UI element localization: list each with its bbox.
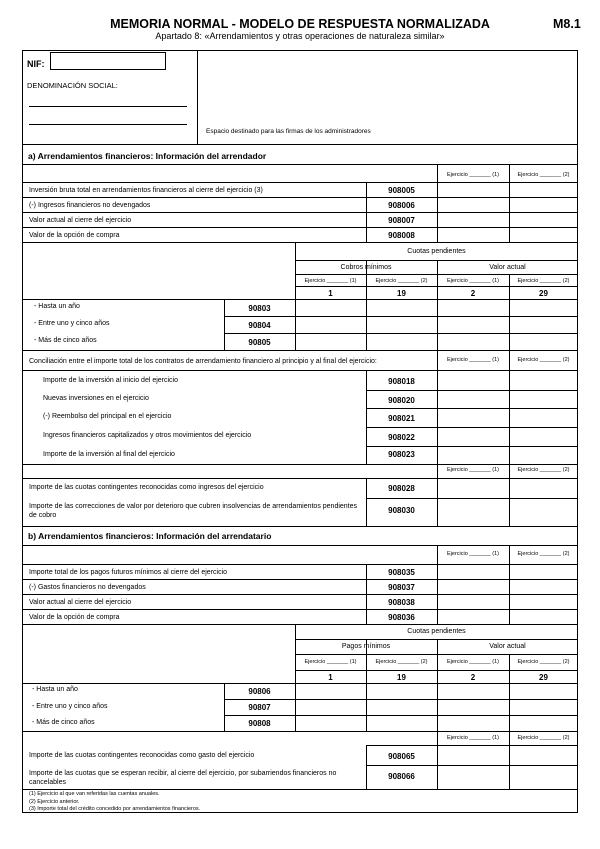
row-line	[22, 242, 578, 243]
form-code: M8.1	[553, 17, 581, 31]
denominacion-line-1[interactable]	[29, 106, 187, 107]
col-number: 29	[539, 289, 548, 298]
row-code: 908028	[388, 484, 415, 493]
col-header-ej2: Ejercicio _______ (2)	[517, 551, 570, 557]
row-code: 908018	[388, 377, 415, 386]
row-line	[22, 227, 578, 228]
col-header-ej1: Ejercicio _______ (1)	[447, 278, 499, 284]
row-line	[224, 316, 578, 317]
row-line	[22, 212, 578, 213]
col-header-ej1: Ejercicio _______ (1)	[447, 357, 499, 363]
denominacion-label: DENOMINACIÓN SOCIAL:	[27, 81, 118, 90]
row-line	[366, 390, 578, 391]
col-number: 2	[470, 289, 476, 298]
plazo-code: 90805	[248, 338, 271, 347]
cobros-minimos-header: Cobros mínimos	[340, 264, 392, 271]
divider	[22, 164, 578, 165]
divider	[295, 670, 578, 671]
row-code: 908006	[388, 201, 415, 210]
row-line	[366, 765, 578, 766]
row-code: 908022	[388, 433, 415, 442]
row-code: 908020	[388, 396, 415, 405]
col-header-ej2: Ejercicio _______ (2)	[517, 172, 570, 178]
page-title: MEMORIA NORMAL - MODELO DE RESPUESTA NORMALIZADA	[110, 17, 490, 31]
plazo-label: - Entre uno y cinco años	[32, 703, 108, 710]
plazo-label: - Más de cinco años	[32, 719, 95, 726]
col-header-ej1: Ejercicio _______ (1)	[447, 467, 499, 473]
row-line	[366, 408, 578, 409]
col-number: 1	[328, 673, 333, 682]
row-code: 908021	[388, 414, 415, 423]
divider	[22, 350, 578, 351]
row-code: 908038	[388, 598, 415, 607]
signature-note: Espacio destinado para las firmas de los administradores	[206, 128, 371, 135]
section-b-title: b) Arrendamientos financieros: Información del arrendatario	[28, 531, 272, 541]
col-number: 1	[328, 289, 333, 298]
divider	[295, 654, 578, 655]
row-code: 908065	[388, 752, 415, 761]
plazo-code: 90807	[248, 703, 271, 712]
row-line	[22, 197, 578, 198]
row-label: Importe total de los pagos futuros mínimos al cierre del ejercicio	[29, 569, 228, 576]
plazo-label: - Hasta un año	[32, 686, 78, 693]
row-line	[224, 333, 578, 334]
col-header-ej2: Ejercicio _______ (2)	[517, 735, 570, 741]
col-header-ej1: Ejercicio _______ (1)	[304, 659, 357, 665]
conciliacion-row-label: Nuevas inversiones en el ejercicio	[43, 395, 149, 402]
col-header-ej1: Ejercicio _______ (1)	[304, 278, 357, 284]
col-header-ej2: Ejercicio _______ (2)	[375, 278, 428, 284]
row-code: 908030	[388, 506, 415, 515]
cuota-label: Importe de las cuotas contingentes reconocidas como gasto del ejercicio	[29, 752, 255, 759]
row-line	[22, 594, 578, 595]
row-code: 908066	[388, 772, 415, 781]
divider	[22, 789, 578, 790]
plazo-code: 90806	[248, 687, 271, 696]
valor-actual-header: Valor actual	[489, 643, 526, 650]
col-header-ej1: Ejercicio _______ (1)	[447, 659, 499, 665]
row-code: 908005	[388, 186, 415, 195]
col-header-ej2: Ejercicio _______ (2)	[517, 467, 570, 473]
valor-actual-header: Valor actual	[489, 264, 526, 271]
nif-label: NIF:	[27, 59, 45, 69]
row-code: 908008	[388, 231, 415, 240]
col-header-ej2: Ejercicio _______ (2)	[375, 659, 428, 665]
col-number: 19	[397, 289, 406, 298]
plazo-label: - Hasta un año	[34, 303, 80, 310]
divider	[22, 731, 578, 732]
row-label: Valor de la opción de compra	[29, 614, 120, 621]
pagos-minimos-header: Pagos mínimos	[341, 643, 391, 650]
plazo-label: - Más de cinco años	[34, 337, 97, 344]
plazo-code: 90803	[248, 304, 271, 313]
divider	[22, 526, 578, 527]
col-line	[509, 654, 510, 731]
col-header-ej2: Ejercicio _______ (2)	[517, 357, 570, 363]
denominacion-line-2[interactable]	[29, 124, 187, 125]
row-line	[366, 498, 578, 499]
divider	[22, 370, 578, 371]
row-label: (-) Gastos financieros no devengados	[29, 584, 146, 591]
row-line	[224, 699, 578, 700]
identity-divider	[197, 50, 198, 144]
divider	[366, 745, 578, 746]
plazo-code: 90808	[248, 719, 271, 728]
row-line	[366, 427, 578, 428]
page-subtitle: Apartado 8: «Arrendamientos y otras operaciones de naturaleza similar»	[155, 31, 445, 41]
cuota-label: Importe de las correcciones de valor por deterioro que cubren insolvencias de arrendamientos pendientes de cobro	[29, 503, 358, 519]
col-number: 2	[470, 673, 476, 682]
divider	[22, 545, 578, 546]
divider	[295, 260, 578, 261]
row-line	[22, 579, 578, 580]
row-code: 908023	[388, 450, 415, 459]
row-line	[22, 609, 578, 610]
col-number: 29	[539, 673, 548, 682]
col-header-ej1: Ejercicio _______ (1)	[447, 172, 499, 178]
row-code: 908036	[388, 613, 415, 622]
divider	[295, 274, 578, 275]
footnote: (2) Ejercicio anterior.	[29, 798, 80, 805]
row-label: Valor actual al cierre del ejercicio	[29, 599, 132, 606]
footnote: (1) Ejercicio al que van referidas las cuentas anuales.	[29, 791, 160, 797]
row-label: Valor actual al cierre del ejercicio	[29, 217, 132, 224]
divider	[22, 299, 578, 300]
col-header-ej1: Ejercicio _______ (1)	[447, 735, 499, 741]
row-label: Valor de la opción de compra	[29, 232, 120, 239]
conciliacion-label: Conciliación entre el importe total de los contratos de arrendamiento financiero al principio y al final del ejercicio:	[29, 358, 377, 365]
divider	[22, 464, 578, 465]
col-header-ej2: Ejercicio _______ (2)	[517, 659, 570, 665]
row-code: 908007	[388, 216, 415, 225]
col-line	[437, 639, 438, 731]
cuotas-pendientes-header: Cuotas pendientes	[407, 628, 466, 635]
plazo-code: 90804	[248, 321, 271, 330]
col-header-ej1: Ejercicio _______ (1)	[447, 551, 499, 557]
col-line	[366, 639, 367, 731]
divider	[22, 564, 578, 565]
cuota-label: Importe de las cuotas que se esperan recibir, al cierre del ejercicio, por subarriendos financieros no cancelables	[29, 770, 337, 786]
row-line	[224, 715, 578, 716]
row-label: (-) Ingresos financieros no devengados	[29, 202, 151, 209]
col-number: 19	[397, 673, 406, 682]
nif-field[interactable]	[50, 52, 166, 70]
divider	[22, 478, 578, 479]
divider	[22, 683, 578, 684]
row-line	[366, 446, 578, 447]
row-code: 908035	[388, 568, 415, 577]
cuotas-pendientes-header: Cuotas pendientes	[407, 248, 466, 255]
divider	[22, 144, 578, 145]
divider	[295, 286, 578, 287]
col-header-ej2: Ejercicio _______ (2)	[517, 278, 570, 284]
divider	[295, 639, 578, 640]
cuota-label: Importe de las cuotas contingentes reconocidas como ingresos del ejercicio	[29, 484, 264, 491]
conciliacion-row-label: (-) Reembolso del principal en el ejercicio	[43, 413, 172, 420]
col-line	[509, 464, 510, 526]
row-code: 908037	[388, 583, 415, 592]
row-label: Inversión bruta total en arrendamientos financieros al cierre del ejercicio (3)	[29, 187, 263, 194]
divider	[22, 182, 578, 183]
conciliacion-row-label: Importe de la inversión al final del ejercicio	[43, 451, 175, 458]
row-line	[22, 624, 578, 625]
conciliacion-row-label: Importe de la inversión al inicio del ejercicio	[43, 377, 179, 384]
conciliacion-row-label: Ingresos financieros capitalizados y otros movimientos del ejercicio	[43, 432, 252, 439]
plazo-label: - Entre uno y cinco años	[34, 320, 110, 327]
section-a-title: a) Arrendamientos financieros: Información del arrendador	[28, 151, 267, 161]
footnote: (3) Importe total del crédito concedido por arrendamientos financieros.	[29, 806, 201, 812]
footnotes	[29, 791, 200, 814]
col-line	[437, 464, 438, 526]
